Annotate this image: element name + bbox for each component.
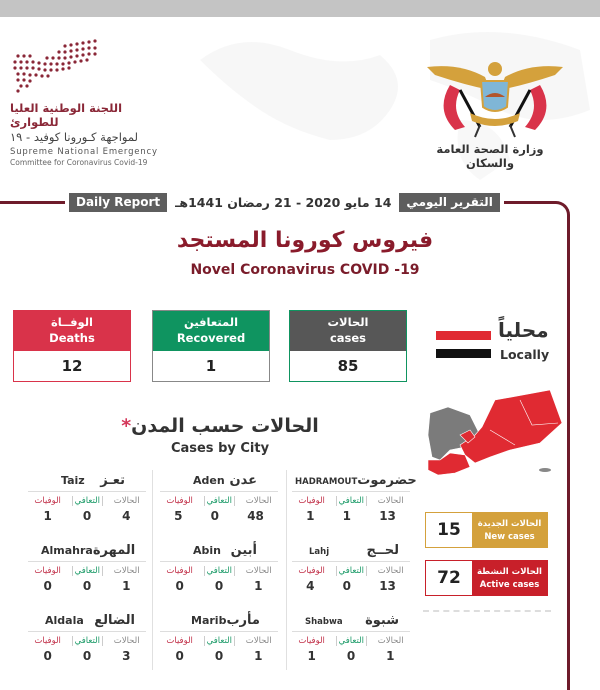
active-cases-value: 72 [426,561,472,595]
new-cases-label-ar: الحالات الجديدة [477,519,542,529]
deaths-label-en: Deaths [49,331,95,345]
deaths-label-ar: الوفــاة [51,315,93,329]
column-divider [286,470,287,670]
cases-label-en: cases [329,331,367,345]
committee-name-ar: اللجنة الوطنية العليا للطوارئ [10,101,123,129]
active-cases-label-en: Active cases [479,580,540,590]
yemen-dotted-map-icon [10,38,100,93]
locally-label-en: Locally [500,347,550,362]
yemen-map [420,385,565,485]
recovered-box [152,310,270,382]
active-cases-label-ar: الحالات النشطة [477,567,542,577]
locally-label-ar: محلياً [498,318,549,342]
daily-report-tag-ar: التقرير اليومي [399,193,499,212]
deaths-box [13,310,131,382]
ministry-name: وزارة الصحة العامة والسكان [436,142,544,170]
city-card-lahj: Lahj لحــج الوفيات التعافي الحالات 4 0 13 [292,543,410,593]
page-title-en: Novel Coronavirus COVID -19 [190,262,420,278]
cases-by-city-title-en: Cases by City [170,441,270,456]
city-card-hadramout: HADRAMOUT حضرموت الوفيات التعافي الحالات 1 1 13 [292,473,410,523]
city-card-aden: Aden عدن الوفيات التعافي الحالات 5 0 48 [160,473,278,523]
cases-value: 85 [290,351,406,381]
new-cases-label-en: New cases [484,532,535,542]
recovered-label-ar: المتعافين [183,315,239,329]
deaths-value: 12 [14,351,130,381]
dashed-divider [423,610,551,612]
yemen-eagle-emblem-icon [425,55,565,140]
city-card-marib: Marib مأرب الوفيات التعافي الحالات 0 0 1 [160,613,278,663]
daily-report-tag-en: Daily Report [69,193,167,212]
page-title-ar: فيروس كورونا المستجد [176,228,434,253]
committee-subtitle-ar: لمواجهة كـورونا كوفيد - ١٩ [10,130,139,144]
city-card-almahra: Almahra المهرة الوفيات التعافي الحالات 0 0 1 [28,543,146,593]
report-bar [65,192,504,212]
cases-box [289,310,407,382]
top-bar [0,0,600,17]
yemen-flag-icon [436,331,491,367]
column-divider [152,470,153,670]
committee-name-en: Supreme National Emergency [10,147,158,157]
cases-by-city-title-ar: *الحالات حسب المدن [121,415,319,437]
cases-label-ar: الحالات [327,315,369,329]
report-date: 14 مايو 2020 - 21 رمضان 1441هـ [175,194,392,210]
committee-subtitle-en: Committee for Coronavirus Covid-19 [10,158,148,167]
city-card-abin: Abin أبين الوفيات التعافي الحالات 0 0 1 [160,543,278,593]
recovered-label-en: Recovered [176,331,246,345]
new-cases-value: 15 [426,513,472,547]
city-card-shabwa: Shabwa شبوة الوفيات التعافي الحالات 1 0 1 [292,613,410,663]
new-cases-box [425,512,548,548]
recovered-value: 1 [153,351,269,381]
city-card-aldala: Aldala الضالع الوفيات التعافي الحالات 0 0 3 [28,613,146,663]
city-card-taiz: Taiz تعـز الوفيات التعافي الحالات 1 0 4 [28,473,146,523]
committee-logo [10,38,180,167]
asterisk-icon: * [121,415,132,437]
active-cases-box [425,560,548,596]
